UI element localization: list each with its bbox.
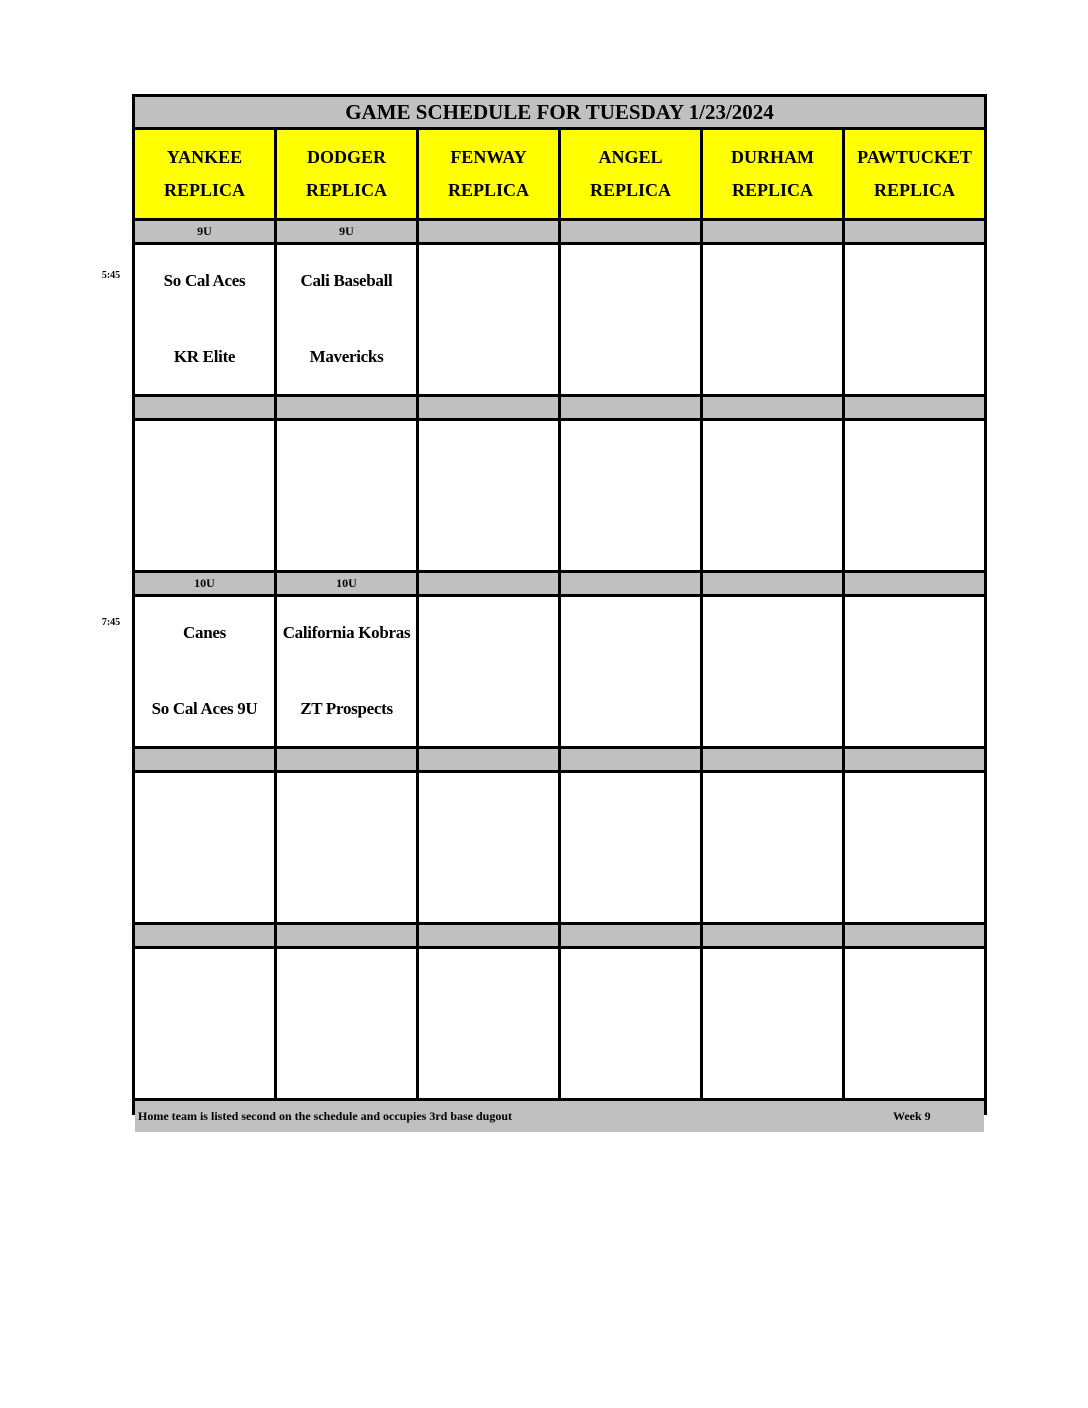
away-team: So Cal Aces xyxy=(163,271,246,290)
division-band xyxy=(135,925,274,946)
game-slot xyxy=(135,421,274,570)
game-slot xyxy=(703,773,842,922)
game-slot xyxy=(419,421,558,570)
division-band xyxy=(135,397,274,418)
game-slot xyxy=(703,949,842,1098)
division-band xyxy=(703,573,842,594)
division-band xyxy=(845,573,984,594)
field-header-fenway xyxy=(419,130,558,218)
division-band xyxy=(845,925,984,946)
time-label-second: 7:45 xyxy=(101,617,121,628)
game-slot xyxy=(561,949,700,1098)
time-label-first: 5:45 xyxy=(101,270,121,281)
schedule-title: GAME SCHEDULE FOR TUESDAY 1/23/2024 xyxy=(135,97,984,127)
division-band xyxy=(561,749,700,770)
field-header-angel xyxy=(561,130,700,218)
division-band xyxy=(703,925,842,946)
game-slot xyxy=(419,949,558,1098)
game-slot xyxy=(845,773,984,922)
division-band xyxy=(561,573,700,594)
schedule-table xyxy=(132,94,987,1123)
game-slot xyxy=(845,949,984,1098)
field-name: PAWTUCKET xyxy=(857,147,972,167)
away-team: California Kobras xyxy=(282,623,411,642)
schedule-footer xyxy=(135,1101,984,1132)
game-slot xyxy=(845,421,984,570)
field-subtitle: REPLICA xyxy=(447,180,529,200)
field-subtitle: REPLICA xyxy=(873,180,955,200)
division-band xyxy=(561,397,700,418)
game-slot xyxy=(277,949,416,1098)
field-header-dodger xyxy=(277,130,416,218)
division-band: 10U xyxy=(135,573,274,594)
away-team: Cali Baseball xyxy=(300,271,393,290)
home-team: KR Elite xyxy=(173,347,236,366)
game-slot xyxy=(419,773,558,922)
division-band xyxy=(419,221,558,242)
field-subtitle: REPLICA xyxy=(163,180,245,200)
division-band xyxy=(845,749,984,770)
division-band xyxy=(845,397,984,418)
field-header-durham xyxy=(703,130,842,218)
game-slot xyxy=(277,597,416,746)
division-band xyxy=(845,221,984,242)
home-team: Mavericks xyxy=(309,347,384,366)
game-slot xyxy=(703,245,842,394)
game-slot xyxy=(561,773,700,922)
footer-note: Home team is listed second on the schedule and occupies 3rd base dugout xyxy=(138,1109,513,1123)
game-slot xyxy=(277,245,416,394)
game-slot xyxy=(135,597,274,746)
game-slot xyxy=(135,245,274,394)
game-slot xyxy=(277,773,416,922)
field-header-pawtucket xyxy=(845,130,984,218)
game-slot xyxy=(277,421,416,570)
division-band xyxy=(703,397,842,418)
division-band xyxy=(561,925,700,946)
division-band xyxy=(277,925,416,946)
field-header-yankee xyxy=(135,130,274,218)
division-band: 10U xyxy=(277,573,416,594)
field-name: ANGEL xyxy=(598,147,663,167)
home-team: ZT Prospects xyxy=(300,699,393,718)
field-subtitle: REPLICA xyxy=(731,180,813,200)
field-name: YANKEE xyxy=(166,147,243,167)
division-band xyxy=(419,749,558,770)
field-subtitle: REPLICA xyxy=(305,180,387,200)
home-team: So Cal Aces 9U xyxy=(151,699,258,718)
division-band xyxy=(419,573,558,594)
game-slot xyxy=(419,597,558,746)
game-slot xyxy=(135,773,274,922)
field-subtitle: REPLICA xyxy=(589,180,671,200)
game-slot xyxy=(703,597,842,746)
field-name: DODGER xyxy=(306,147,386,167)
game-slot xyxy=(135,949,274,1098)
game-slot xyxy=(703,421,842,570)
division-band: 9U xyxy=(277,221,416,242)
away-team: Canes xyxy=(183,623,226,642)
division-band xyxy=(561,221,700,242)
game-slot xyxy=(561,245,700,394)
division-band xyxy=(419,397,558,418)
division-band xyxy=(277,749,416,770)
game-slot xyxy=(845,245,984,394)
division-band xyxy=(703,749,842,770)
field-name: FENWAY xyxy=(450,147,527,167)
division-band: 9U xyxy=(135,221,274,242)
division-band xyxy=(135,749,274,770)
week-label: Week 9 xyxy=(893,1109,931,1123)
game-slot xyxy=(561,421,700,570)
game-slot xyxy=(419,245,558,394)
division-band xyxy=(277,397,416,418)
game-slot xyxy=(561,597,700,746)
field-name: DURHAM xyxy=(731,147,814,167)
division-band xyxy=(419,925,558,946)
game-slot xyxy=(845,597,984,746)
division-band xyxy=(703,221,842,242)
